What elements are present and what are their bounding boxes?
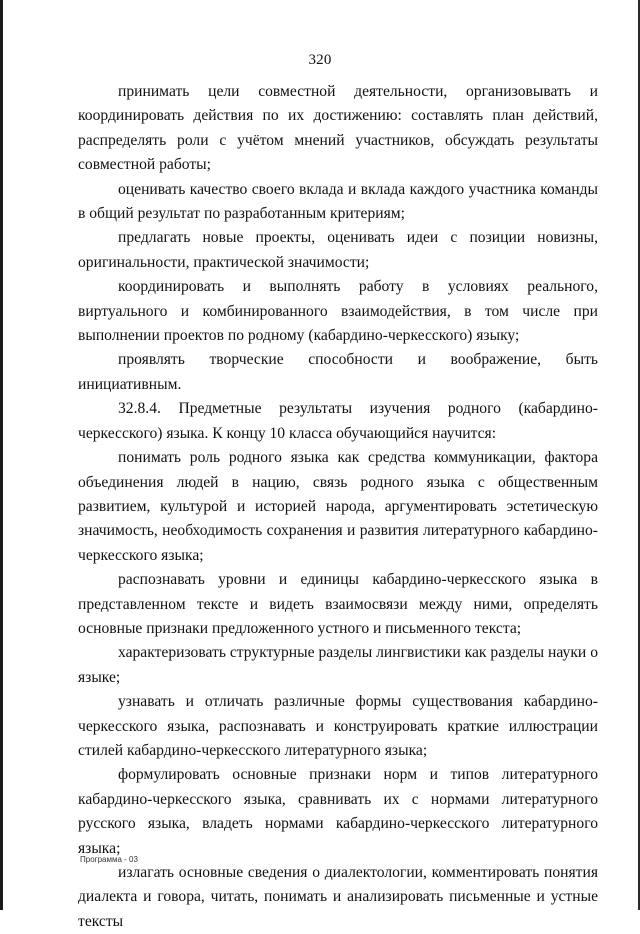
footer-program-label: Программа - 03 bbox=[80, 855, 138, 864]
paragraph-9: характеризовать структурные разделы лингвистики как разделы науки о языке; bbox=[78, 644, 598, 686]
scan-edge-left bbox=[0, 0, 3, 910]
paragraph-8: распознавать уровни и единицы кабардино-черкесского языка в представленном тексте и видеть взаимосвязи между ними, определять основные признаки предложенного устного и письменного текста; bbox=[78, 571, 598, 637]
paragraph-6: 32.8.4. Предметные результаты изучения родного (кабардино-черкесского) языка. К концу 10 класса обучающийся научится: bbox=[78, 400, 598, 442]
paragraph-5: проявлять творческие способности и воображение, быть инициативным. bbox=[78, 351, 598, 393]
paragraph-12: излагать основные сведения о диалектологии, комментировать понятия диалекта и говора, читать, понимать и анализировать письменные и устные тексты bbox=[78, 864, 598, 930]
paragraph-3: предлагать новые проекты, оценивать идеи с позиции новизны, оригинальности, практической значимости; bbox=[78, 229, 598, 271]
paragraph-11: формулировать основные признаки норм и типов литературного кабардино-черкесского языка, сравнивать их с нормами литературного русского языка, владеть нормами кабардино-черкесского литературного языка; bbox=[78, 766, 598, 857]
paragraph-4: координировать и выполнять работу в условиях реального, виртуального и комбинированного взаимодействия, в том числе при выполнении проектов по родному (кабардино-черкесского) языку; bbox=[78, 278, 598, 345]
paragraph-7: понимать роль родного языка как средства коммуникации, фактора объединения людей в нацию, связь родного языка с общественным развитием, культурой и историей народа, аргументировать эстетическую значимость, необходимость сохранения и развития литературного кабардино-черкесского языка; bbox=[78, 449, 598, 564]
paragraph-10: узнавать и отличать различные формы существования кабардино-черкесского языка, распознавать и конструировать краткие иллюстрации стилей кабардино-черкесского литературного языка; bbox=[78, 693, 598, 759]
paragraph-2: оценивать качество своего вклада и вклада каждого участника команды в общий результат по разработанным критериям; bbox=[78, 180, 598, 223]
page-number: 320 bbox=[308, 52, 332, 68]
body-text bbox=[78, 80, 598, 934]
paragraph-1: принимать цели совместной деятельности, организовывать и координировать действия по их достижению: составлять план действий, распределять роли с учётом мнений участников, обсуждать результаты совместной работы; bbox=[78, 83, 598, 174]
